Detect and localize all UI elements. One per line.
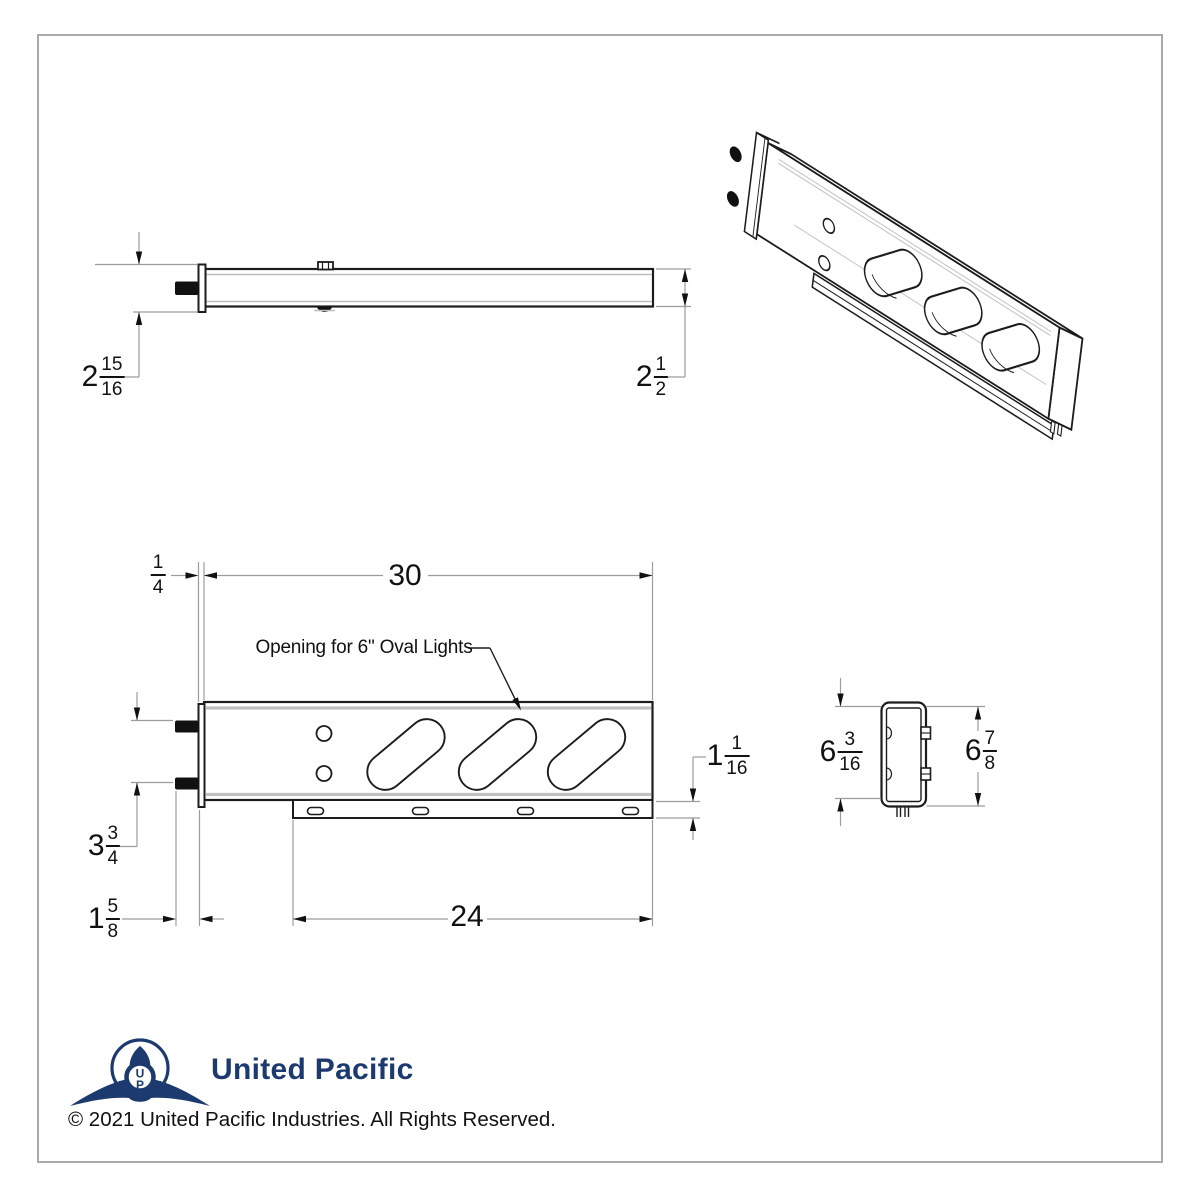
front-hole-upper bbox=[317, 726, 332, 741]
dim-stud-length: 1 $\frac{5}{8}$ bbox=[87, 896, 119, 942]
iso-stud bbox=[729, 144, 743, 165]
iso-stud bbox=[726, 188, 740, 209]
sheet-border bbox=[38, 35, 1162, 1162]
dim-stud-spacing: 3 $\frac{3}{4}$ bbox=[87, 823, 119, 869]
dim-top-flange-depth: 2 $\frac{15}{16}$ bbox=[81, 354, 123, 400]
front-stud-lower bbox=[175, 778, 199, 790]
front-view bbox=[175, 648, 653, 818]
dim-end-total-height: 6 $\frac{7}{8}$ bbox=[964, 728, 996, 774]
dim-end-body-height: 6 $\frac{3}{16}$ bbox=[819, 729, 861, 775]
top-view-end-plate bbox=[199, 265, 206, 313]
front-stud-upper bbox=[175, 721, 199, 733]
logo-monogram-u: U bbox=[135, 1066, 145, 1081]
iso-strip-leg bbox=[1050, 421, 1055, 434]
dim-strip-height: 1 $\frac{1}{16}$ bbox=[706, 733, 748, 779]
dim-end-plate-thickness: $\frac{1}{4}$ bbox=[152, 552, 164, 598]
end-view-legs bbox=[897, 807, 909, 818]
copyright-text: © 2021 United Pacific Industries. All Rights Reserved. bbox=[68, 1108, 556, 1131]
front-hole-lower bbox=[317, 766, 332, 781]
end-view bbox=[882, 703, 931, 818]
dim-bar-length: 30 bbox=[388, 559, 422, 592]
top-view bbox=[175, 262, 653, 312]
front-mounting-strip bbox=[293, 800, 653, 818]
united-pacific-logo bbox=[70, 1040, 210, 1106]
dim-strip-length: 24 bbox=[450, 900, 484, 933]
opening-note: Opening for 6" Oval Lights bbox=[255, 637, 473, 658]
top-view-tab bbox=[318, 262, 333, 270]
brand-wordmark: United Pacific bbox=[211, 1053, 414, 1086]
end-view-outline bbox=[882, 703, 927, 807]
isometric-view bbox=[720, 115, 1083, 450]
front-end-plate bbox=[199, 704, 205, 807]
top-view-stud bbox=[175, 282, 199, 296]
dim-top-bar-depth: 2 $\frac{1}{2}$ bbox=[635, 354, 667, 400]
logo-monogram-p: P bbox=[135, 1078, 145, 1092]
